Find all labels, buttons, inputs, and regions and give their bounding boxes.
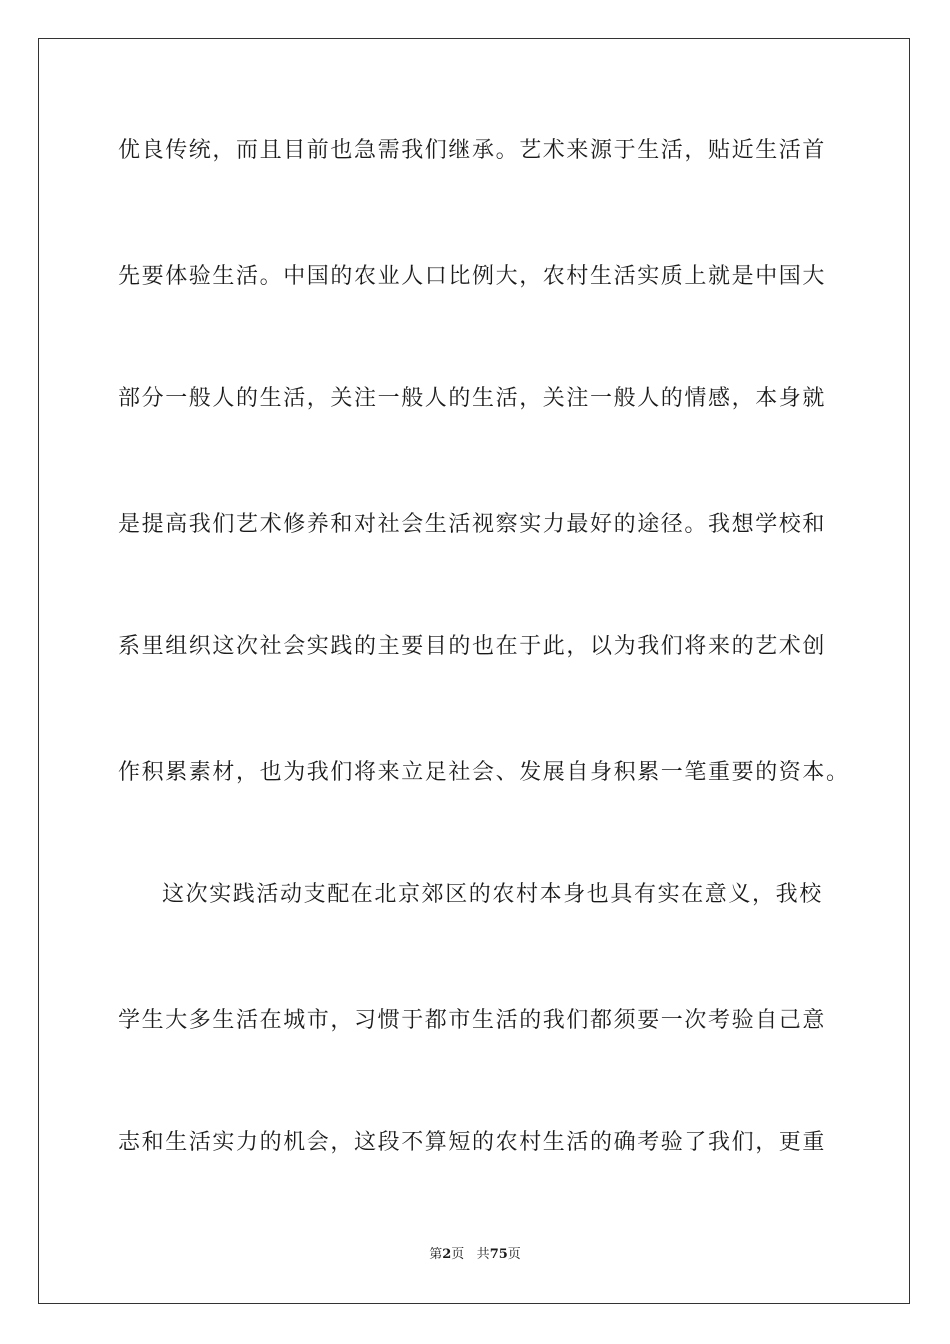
paragraph-line: 是提高我们艺术修养和对社会生活视察实力最好的途径。我想学校和 <box>118 512 827 537</box>
paragraph-line: 部分一般人的生活，关注一般人的生活，关注一般人的情感，本身就 <box>118 386 827 411</box>
page-suffix: 页 <box>451 1247 465 1262</box>
paragraph-line: 志和生活实力的机会，这段不算短的农村生活的确考验了我们，更重 <box>118 1130 827 1155</box>
page-prefix: 第 <box>429 1247 443 1262</box>
current-page-number: 2 <box>442 1247 452 1262</box>
paragraph-first-line: 这次实践活动支配在北京郊区的农村本身也具有实在意义，我校 <box>162 882 823 907</box>
paragraph-line: 作积累素材，也为我们将来立足社会、发展自身积累一笔重要的资本。 <box>118 760 850 785</box>
page-border <box>38 38 910 1304</box>
total-prefix: 共 <box>476 1247 490 1262</box>
page-footer <box>0 1246 950 1264</box>
total-suffix: 页 <box>507 1247 521 1262</box>
paragraph-line: 优良传统，而且目前也急需我们继承。艺术来源于生活，贴近生活首 <box>118 138 827 163</box>
paragraph-line: 系里组织这次社会实践的主要目的也在于此，以为我们将来的艺术创 <box>118 634 827 659</box>
paragraph-line: 先要体验生活。中国的农业人口比例大，农村生活实质上就是中国大 <box>118 264 827 289</box>
total-pages-number: 75 <box>489 1247 508 1262</box>
paragraph-line: 学生大多生活在城市，习惯于都市生活的我们都须要一次考验自己意 <box>118 1008 827 1033</box>
